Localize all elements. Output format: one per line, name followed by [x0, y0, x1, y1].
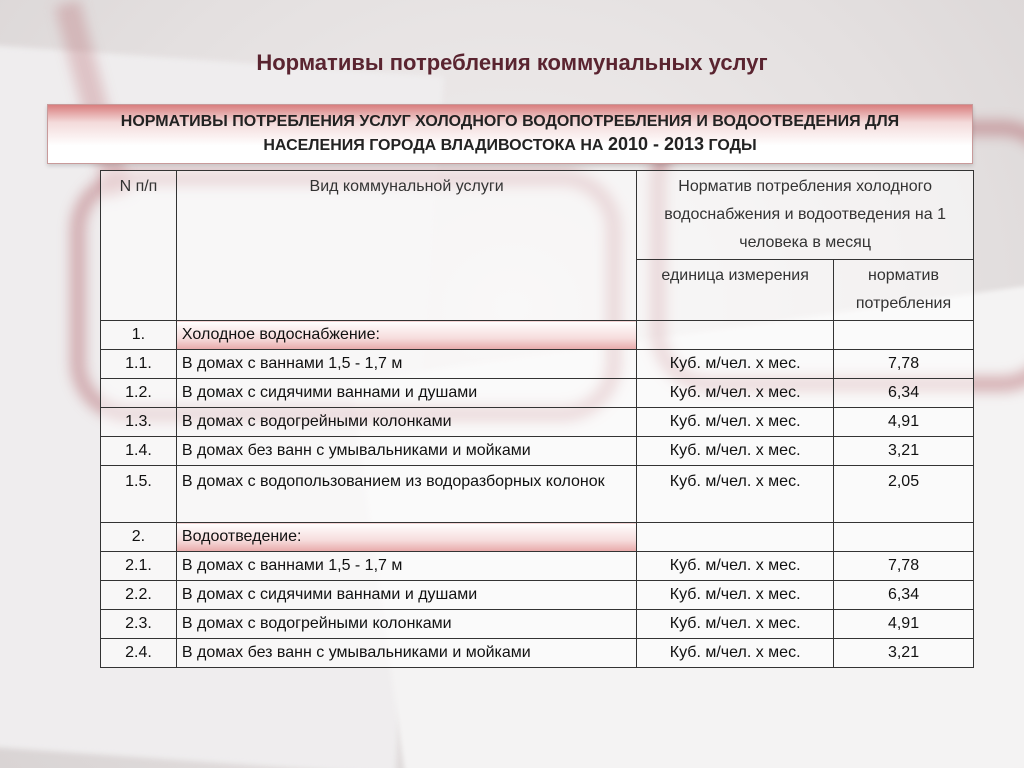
- row-number: 2.1.: [101, 552, 177, 581]
- header-num: N п/п: [101, 171, 177, 321]
- row-service-name: В домах с сидячими ваннами и душами: [176, 379, 636, 408]
- row-unit: Куб. м/чел. х мес.: [637, 610, 834, 639]
- table-row: [101, 552, 974, 581]
- row-norm-value: 6,34: [834, 581, 974, 610]
- table-row: [101, 408, 974, 437]
- row-norm-value: 6,34: [834, 379, 974, 408]
- row-norm-value: 4,91: [834, 610, 974, 639]
- row-service-name: В домах с водогрейными колонками: [176, 610, 636, 639]
- row-number: 2.3.: [101, 610, 177, 639]
- row-unit: Куб. м/чел. х мес.: [637, 437, 834, 466]
- row-unit: Куб. м/чел. х мес.: [637, 552, 834, 581]
- row-norm-value: 7,78: [834, 552, 974, 581]
- page-title: Нормативы потребления коммунальных услуг: [256, 50, 768, 75]
- table-row: [101, 610, 974, 639]
- row-number: 1.1.: [101, 350, 177, 379]
- row-norm-value: 4,91: [834, 408, 974, 437]
- row-number: 2.2.: [101, 581, 177, 610]
- section-row: [101, 523, 974, 552]
- row-number: 1.3.: [101, 408, 177, 437]
- row-unit: Куб. м/чел. х мес.: [637, 581, 834, 610]
- section-number: 2.: [101, 523, 177, 552]
- row-number: 1.5.: [101, 466, 177, 523]
- table-row: [101, 437, 974, 466]
- banner-line-2-suffix: ГОДЫ: [708, 137, 757, 154]
- row-service-name: В домах с ваннами 1,5 - 1,7 м: [176, 350, 636, 379]
- table-row: [101, 581, 974, 610]
- row-unit: Куб. м/чел. х мес.: [637, 639, 834, 668]
- row-number: 1.2.: [101, 379, 177, 408]
- row-unit: Куб. м/чел. х мес.: [637, 379, 834, 408]
- section-number: 1.: [101, 321, 177, 350]
- banner-line-1: НОРМАТИВЫ ПОТРЕБЛЕНИЯ УСЛУГ ХОЛОДНОГО ВОДОПОТРЕБЛЕНИЯ И ВОДООТВЕДЕНИЯ ДЛЯ: [120, 113, 900, 130]
- section-title: Водоотведение:: [176, 523, 636, 552]
- row-service-name: В домах с водогрейными колонками: [176, 408, 636, 437]
- row-unit: Куб. м/чел. х мес.: [637, 350, 834, 379]
- table-row: [101, 350, 974, 379]
- row-service-name: В домах без ванн с умывальниками и мойками: [176, 639, 636, 668]
- table-row: [101, 639, 974, 668]
- row-norm-value: 2,05: [834, 466, 974, 523]
- table-caption-banner: [47, 104, 973, 164]
- section-row: [101, 321, 974, 350]
- header-unit: единица измерения: [637, 260, 834, 321]
- norms-table: [100, 170, 974, 668]
- section-value-empty: [834, 523, 974, 552]
- row-norm-value: 3,21: [834, 437, 974, 466]
- header-value: норматив потребления: [834, 260, 974, 321]
- header-norm-group: Норматив потребления холодного водоснабжения и водоотведения на 1 человека в месяц: [637, 171, 974, 260]
- table-row: [101, 466, 974, 523]
- row-norm-value: 7,78: [834, 350, 974, 379]
- row-service-name: В домах без ванн с умывальниками и мойками: [176, 437, 636, 466]
- header-row: [101, 171, 974, 260]
- row-service-name: В домах с сидячими ваннами и душами: [176, 581, 636, 610]
- section-unit-empty: [637, 321, 834, 350]
- row-number: 1.4.: [101, 437, 177, 466]
- section-value-empty: [834, 321, 974, 350]
- section-unit-empty: [637, 523, 834, 552]
- banner-years: 2010 - 2013: [607, 134, 705, 154]
- row-unit: Куб. м/чел. х мес.: [637, 466, 834, 523]
- row-unit: Куб. м/чел. х мес.: [637, 408, 834, 437]
- row-number: 2.4.: [101, 639, 177, 668]
- row-service-name: В домах с ваннами 1,5 - 1,7 м: [176, 552, 636, 581]
- table-row: [101, 379, 974, 408]
- row-norm-value: 3,21: [834, 639, 974, 668]
- banner-line-2-prefix: НАСЕЛЕНИЯ ГОРОДА ВЛАДИВОСТОКА НА: [263, 137, 604, 154]
- section-title: Холодное водоснабжение:: [176, 321, 636, 350]
- header-service: Вид коммунальной услуги: [176, 171, 636, 321]
- banner-line-2: [263, 133, 756, 157]
- row-service-name: В домах с водопользованием из водоразборных колонок: [176, 466, 636, 523]
